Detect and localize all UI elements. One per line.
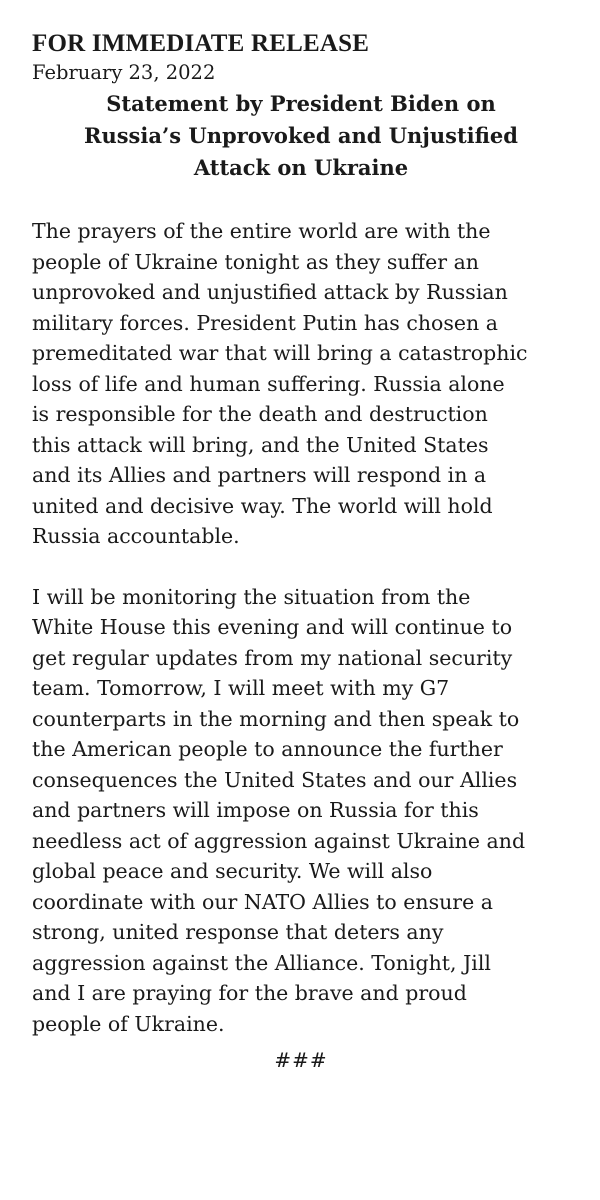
text-line: needless act of aggression against Ukraine and [32, 828, 526, 853]
text-line: military forces. President Putin has chosen a [32, 310, 498, 335]
text-line: this attack will bring, and the United States [32, 432, 489, 457]
text-line: is responsible for the death and destruction [32, 402, 488, 426]
text-line: counterparts in the morning and then speak to [32, 706, 520, 731]
text-line: loss of life and human suffering. Russia alone [32, 371, 505, 396]
text-line: aggression against the Alliance. Tonight, Jill [32, 950, 491, 975]
text-line: consequences the United States and our Allies [32, 767, 518, 792]
statement-paragraph-2 [32, 582, 570, 1040]
text-line: coordinate with our NATO Allies to ensure a [32, 889, 493, 914]
text-line: and its Allies and partners will respond in a [32, 463, 487, 487]
statement-paragraph-1 [32, 216, 570, 552]
text-line: get regular updates from my national security [32, 645, 513, 670]
text-line: the American people to announce the further [32, 737, 503, 761]
release-date: February 23, 2022 [32, 61, 216, 84]
text-line: people of Ukraine. [32, 1011, 225, 1036]
title-line: Russia’s Unprovoked and Unjustified [84, 123, 518, 148]
title-line: Attack on Ukraine [193, 155, 409, 180]
text-line: The prayers of the entire world are with the [32, 219, 491, 243]
text-line: team. Tomorrow, I will meet with my G7 [32, 676, 450, 700]
text-line: people of Ukraine tonight as they suffer an [32, 249, 480, 274]
text-line: I will be monitoring the situation from the [32, 584, 471, 609]
statement-title [32, 88, 570, 184]
text-line: global peace and security. We will also [32, 859, 433, 883]
text-line: unprovoked and unjustified attack by Russian [32, 280, 508, 304]
text-line: and partners will impose on Russia for this [32, 798, 479, 822]
text-line: Russia accountable. [32, 524, 240, 548]
text-line: and I are praying for the brave and proud [32, 981, 467, 1005]
release-label: FOR IMMEDIATE RELEASE [32, 30, 370, 57]
text-line: White House this evening and will continue to [32, 615, 513, 639]
text-line: strong, united response that deters any [32, 920, 444, 944]
title-line: Statement by President Biden on [106, 91, 496, 116]
text-line: premeditated war that will bring a catastrophic [32, 341, 528, 365]
text-line: united and decisive way. The world will hold [32, 493, 493, 518]
end-mark: ### [274, 1048, 328, 1072]
